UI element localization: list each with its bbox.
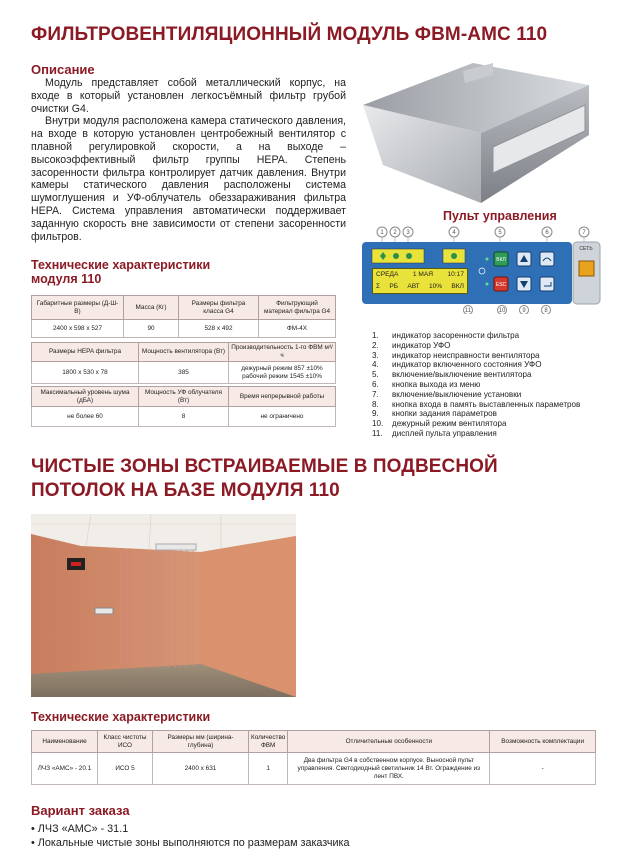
lcd-date: 1 МАЯ <box>412 271 434 278</box>
cleanroom-photo <box>31 514 296 697</box>
table-cell: ЛЧЗ «АМС» - 20.1 <box>32 753 98 785</box>
table-cell: ИСО 5 <box>98 753 153 785</box>
table-header: Фильтрующий материал фильтра G4 <box>259 296 336 320</box>
table-header: Масса (Кг) <box>124 296 179 320</box>
callout-label: 1 <box>380 230 384 236</box>
table-cell: 528 x 492 <box>179 320 259 338</box>
table-cell: 2400 x 598 x 527 <box>32 320 124 338</box>
page-title: ФИЛЬТРОВЕНТИЛЯЦИОННЫЙ МОДУЛЬ ФВМ-АМС 110 <box>31 24 548 45</box>
callout-4 <box>449 227 459 237</box>
esc-button-label: ESC <box>495 282 507 288</box>
lcd-auto: АВТ <box>407 283 420 290</box>
table-cell: 1800 x 530 x 78 <box>32 362 139 384</box>
table-header: Габаритные размеры (Д-Ш-В) <box>32 296 124 320</box>
table-cell: 2400 x 631 <box>153 753 249 785</box>
callout-label: 2 <box>393 230 397 236</box>
tech-specs-heading: Технические характеристики <box>31 258 211 272</box>
callout-label: 8 <box>544 308 548 314</box>
table-header: Производительность 1-го ФВМ м³/ч <box>229 343 336 362</box>
lcd-sigma: Σ <box>376 283 381 290</box>
table-header: Максимальный уровень шума (дБА) <box>32 387 139 407</box>
legend-item: 8. кнопка входа в память выставленных параметров <box>372 399 581 409</box>
legend-item: 9. кнопки задания параметров <box>372 409 497 419</box>
table-header: Размеры фильтра класса G4 <box>179 296 259 320</box>
table-cell: Два фильтра G4 в собственном корпусе. Выносной пульт управления. Светодиодный светильник 14 Вт. Ограждение из лент ПВХ. <box>288 753 490 785</box>
callout-2 <box>390 227 400 237</box>
table-cell: 8 <box>139 407 229 427</box>
table-header: Размеры HEPA фильтра <box>32 343 139 362</box>
list-item: • Локальные чистые зоны выполняются по размерам заказчика <box>31 836 350 850</box>
callout-3 <box>403 227 413 237</box>
table-header: Класс чистоты ИСО <box>98 731 153 753</box>
legend-item: 10. дежурный режим вентилятора <box>372 419 507 429</box>
callout-11 <box>464 306 473 315</box>
callout-1 <box>377 227 387 237</box>
table-cell: ФМ-4Х <box>259 320 336 338</box>
callout-label: 7 <box>582 230 586 236</box>
table-cell: не более 60 <box>32 407 139 427</box>
table-cell: 1 <box>249 753 288 785</box>
legend-item: 5. включение/выключение вентилятора <box>372 370 532 380</box>
spec-table-cleanzone <box>31 730 596 785</box>
legend-item: 11. дисплей пульта управления <box>372 428 497 438</box>
callout-label: 9 <box>522 308 526 314</box>
list-item: • ЛЧЗ «АМС» - 31.1 <box>31 822 350 836</box>
callout-label: 10 <box>498 308 506 314</box>
callout-label: 11 <box>464 308 472 314</box>
table-cell: не ограничено <box>229 407 336 427</box>
power-button <box>579 261 594 276</box>
panel-legend <box>372 331 580 439</box>
callout-7 <box>579 227 589 237</box>
spec-table-1 <box>31 295 336 338</box>
section2-title-line2: ПОТОЛОК НА БАЗЕ МОДУЛЯ 110 <box>31 480 340 501</box>
lcd-day: СРЕДА <box>376 271 399 278</box>
table-header: Отличительные особенности <box>288 731 490 753</box>
lcd-state: ВКЛ <box>451 283 464 290</box>
lcd-display <box>372 268 468 294</box>
callout-8 <box>542 306 551 315</box>
table-cell: - <box>490 753 596 785</box>
section2-title-line1: ЧИСТЫЕ ЗОНЫ ВСТРАИВАЕМЫЕ В ПОДВЕСНОЙ <box>31 456 498 477</box>
table-cell: 385 <box>139 362 229 384</box>
legend-item: 3. индикатор неисправности вентилятора <box>372 350 540 360</box>
table-header: Мощность УФ облучателя (Вт) <box>139 387 229 407</box>
table-cell: 90 <box>124 320 179 338</box>
callout-10 <box>498 306 507 315</box>
table-header: Размеры мм (ширина-глубина) <box>153 731 249 753</box>
table-header: Наименование <box>32 731 98 753</box>
on-button-label: ВКЛ <box>496 257 506 263</box>
callout-label: 4 <box>452 230 456 236</box>
order-heading: Вариант заказа <box>31 803 130 818</box>
description-heading: Описание <box>31 62 95 77</box>
callout-label: 3 <box>406 230 410 236</box>
legend-item: 7. включение/выключение установки <box>372 389 522 399</box>
legend-item: 2. индикатор УФО <box>372 340 451 350</box>
control-panel-title: Пульт управления <box>443 209 557 223</box>
legend-item: 1. индикатор засоренности фильтра <box>372 331 520 340</box>
callout-label: 5 <box>498 230 502 236</box>
legend-item: 4. индикатор включенного состояния УФО <box>372 360 542 370</box>
callout-label: 6 <box>545 230 549 236</box>
lcd-time: 10:17 <box>447 271 464 278</box>
table-header: Возможность комплектации <box>490 731 596 753</box>
table-cell: дежурный режим 857 ±10% рабочий режим 1545 ±10% <box>229 362 336 384</box>
network-label: СЕТЬ <box>579 246 593 252</box>
table-header: Мощность вентилятора (Вт) <box>139 343 229 362</box>
description-paragraph: Внутри модуля расположена камера статического давления, на входе в которую установлен центробежный вентилятор с плавной регулировкой скорости, а на выходе – высокоэффективный фильтр группы HEPA. Степень засоренности фильтра контролирует датчик давления. Внутри камеры статического давления расположены система шумоглушения и УФ-облучатель обеззараживания фильтра HEPA. Система управления автоматически поддерживает заданную скорость вне зависимости от степени засоренности фильтров. <box>31 115 346 243</box>
order-list <box>31 822 350 850</box>
section2-tech-heading: Технические характеристики <box>31 710 211 724</box>
spec-table-2 <box>31 342 336 384</box>
lcd-mode: РБ <box>389 283 399 290</box>
description-paragraph: Модуль представляет собой металлический корпус, на входе в который установлен легкосъёмный фильтр грубой очистки G4. <box>31 77 346 115</box>
description-text <box>31 77 346 243</box>
spec-table-3 <box>31 386 336 427</box>
table-header: Время непрерывной работы <box>229 387 336 407</box>
callout-9 <box>520 306 529 315</box>
tech-specs-subheading: модуля 110 <box>31 272 102 286</box>
callout-5 <box>495 227 505 237</box>
callout-6 <box>542 227 552 237</box>
legend-item: 6. кнопка выхода из меню <box>372 379 481 389</box>
table-header: Количество ФВМ <box>249 731 288 753</box>
module-illustration <box>353 55 591 205</box>
lcd-speed: 10% <box>428 283 443 290</box>
